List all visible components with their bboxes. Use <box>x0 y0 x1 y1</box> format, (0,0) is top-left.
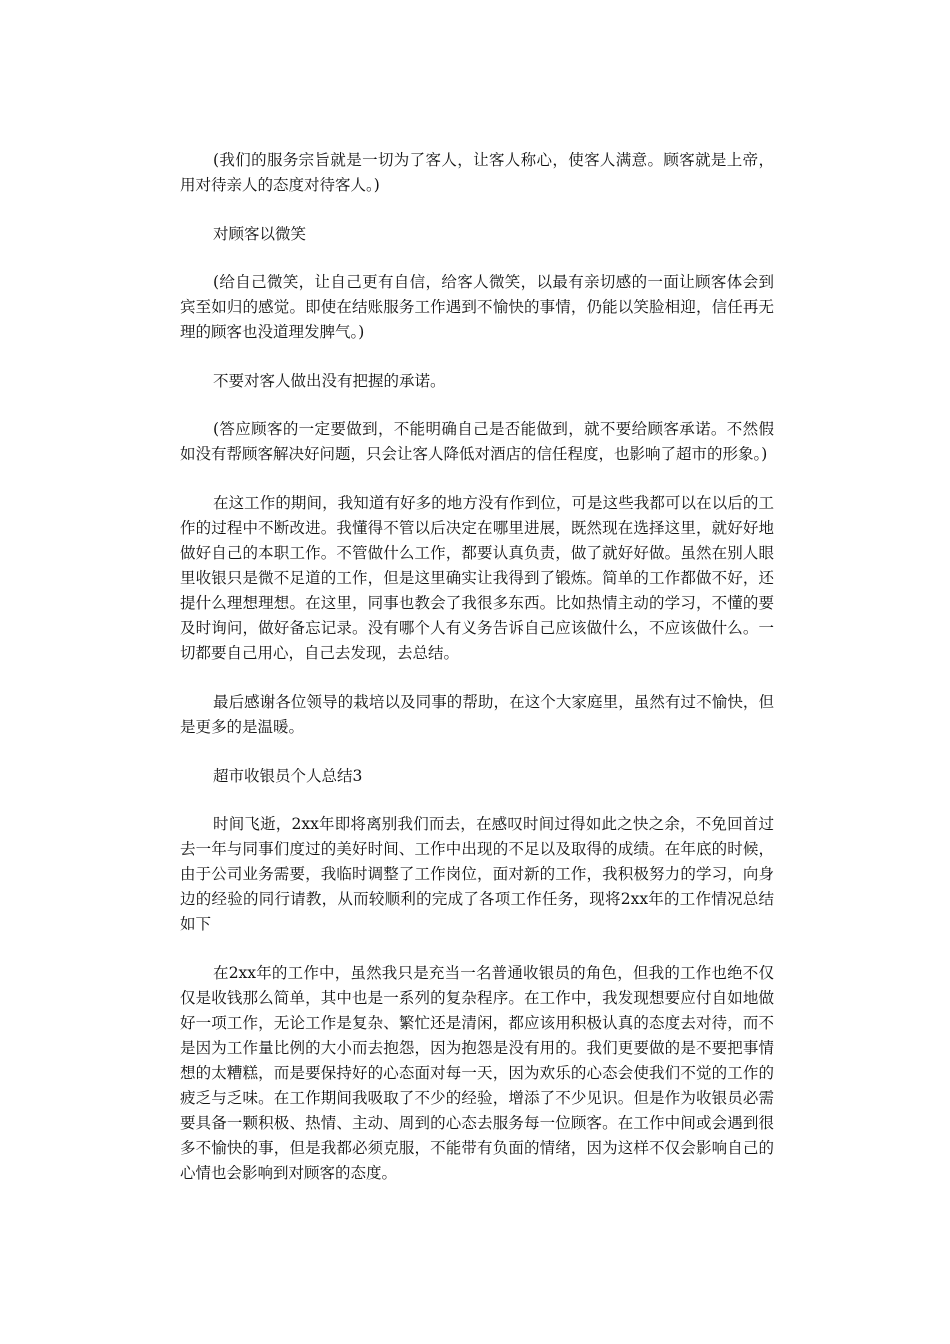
smile-heading: 对顾客以微笑 <box>213 225 307 243</box>
year-work-paragraph: 在2xx年的工作中，虽然我只是充当一名普通收银员的角色，但我的工作也绝不仅仅是收钱那么简单，其中也是一系列的复杂程序。在工作中，我发现想要应付自如地做好一项工作，无论工作是复杂、繁忙还是清闲，都应该用积极认真的态度去对待，而不是因为工作量比例的大小而去抱怨，因为抱怨是没有用的。我们更要做的是不要把事情想的太糟糕，而是要保持好的心态面对每一天，因为欢乐的心态会使我们不觉的工作的疲乏与乏味。在工作期间我吸取了不少的经验，增添了不少见识。但是作为收银员必需要具备一颗积极、热情、主动、周到的心态去服务每一位顾客。在工作中间或会遇到很多不愉快的事，但是我都必须克服，不能带有负面的情绪，因为这样不仅会影响自己的心情也会影响到对顾客的态度。 <box>180 964 774 1182</box>
promise-heading: 不要对客人做出没有把握的承诺。 <box>213 372 446 390</box>
thanks-paragraph: 最后感谢各位领导的栽培以及同事的帮助，在这个大家庭里，虽然有过不愉快，但是更多的是温暖。 <box>180 693 774 736</box>
promise-paragraph: (答应顾客的一定要做到，不能明确自己是否能做到，就不要给顾客承诺。不然假如没有帮顾客解决好问题，只会让客人降低对酒店的信任程度，也影响了超市的形象。) <box>180 420 774 463</box>
section-title: 超市收银员个人总结3 <box>213 767 363 785</box>
year-summary-intro-paragraph: 时间飞逝，2xx年即将离别我们而去，在感叹时间过得如此之快之余，不免回首过去一年与同事们度过的美好时间、工作中出现的不足以及取得的成绩。在年底的时候，由于公司业务需要，我临时调整了工作岗位，面对新的工作，我积极努力的学习，向身边的经验的同行请教，从而较顺利的完成了各项工作任务，现将2xx年的工作情况总结如下 <box>180 815 774 933</box>
work-reflection-paragraph: 在这工作的期间，我知道有好多的地方没有作到位，可是这些我都可以在以后的工作的过程中不断改进。我懂得不管以后决定在哪里进展，既然现在选择这里，就好好地做好自己的本职工作。不管做什么工作，都要认真负责，做了就好好做。虽然在别人眼里收银只是微不足道的工作，但是这里确实让我得到了锻炼。简单的工作都做不好，还提什么理想理想。在这里，同事也教会了我很多东西。比如热情主动的学习，不懂的要及时询问，做好备忘记录。没有哪个人有义务告诉自己应该做什么，不应该做什么。一切都要自己用心，自己去发现，去总结。 <box>180 494 774 662</box>
service-principle-paragraph: (我们的服务宗旨就是一切为了客人，让客人称心，使客人满意。顾客就是上帝，用对待亲人的态度对待客人。) <box>180 151 774 194</box>
smile-paragraph: (给自己微笑，让自己更有自信，给客人微笑，以最有亲切感的一面让顾客体会到宾至如归的感觉。即使在结账服务工作遇到不愉快的事情，仍能以笑脸相迎，信任再无理的顾客也没道理发脾气。) <box>180 273 774 341</box>
document-page <box>180 148 774 1210</box>
